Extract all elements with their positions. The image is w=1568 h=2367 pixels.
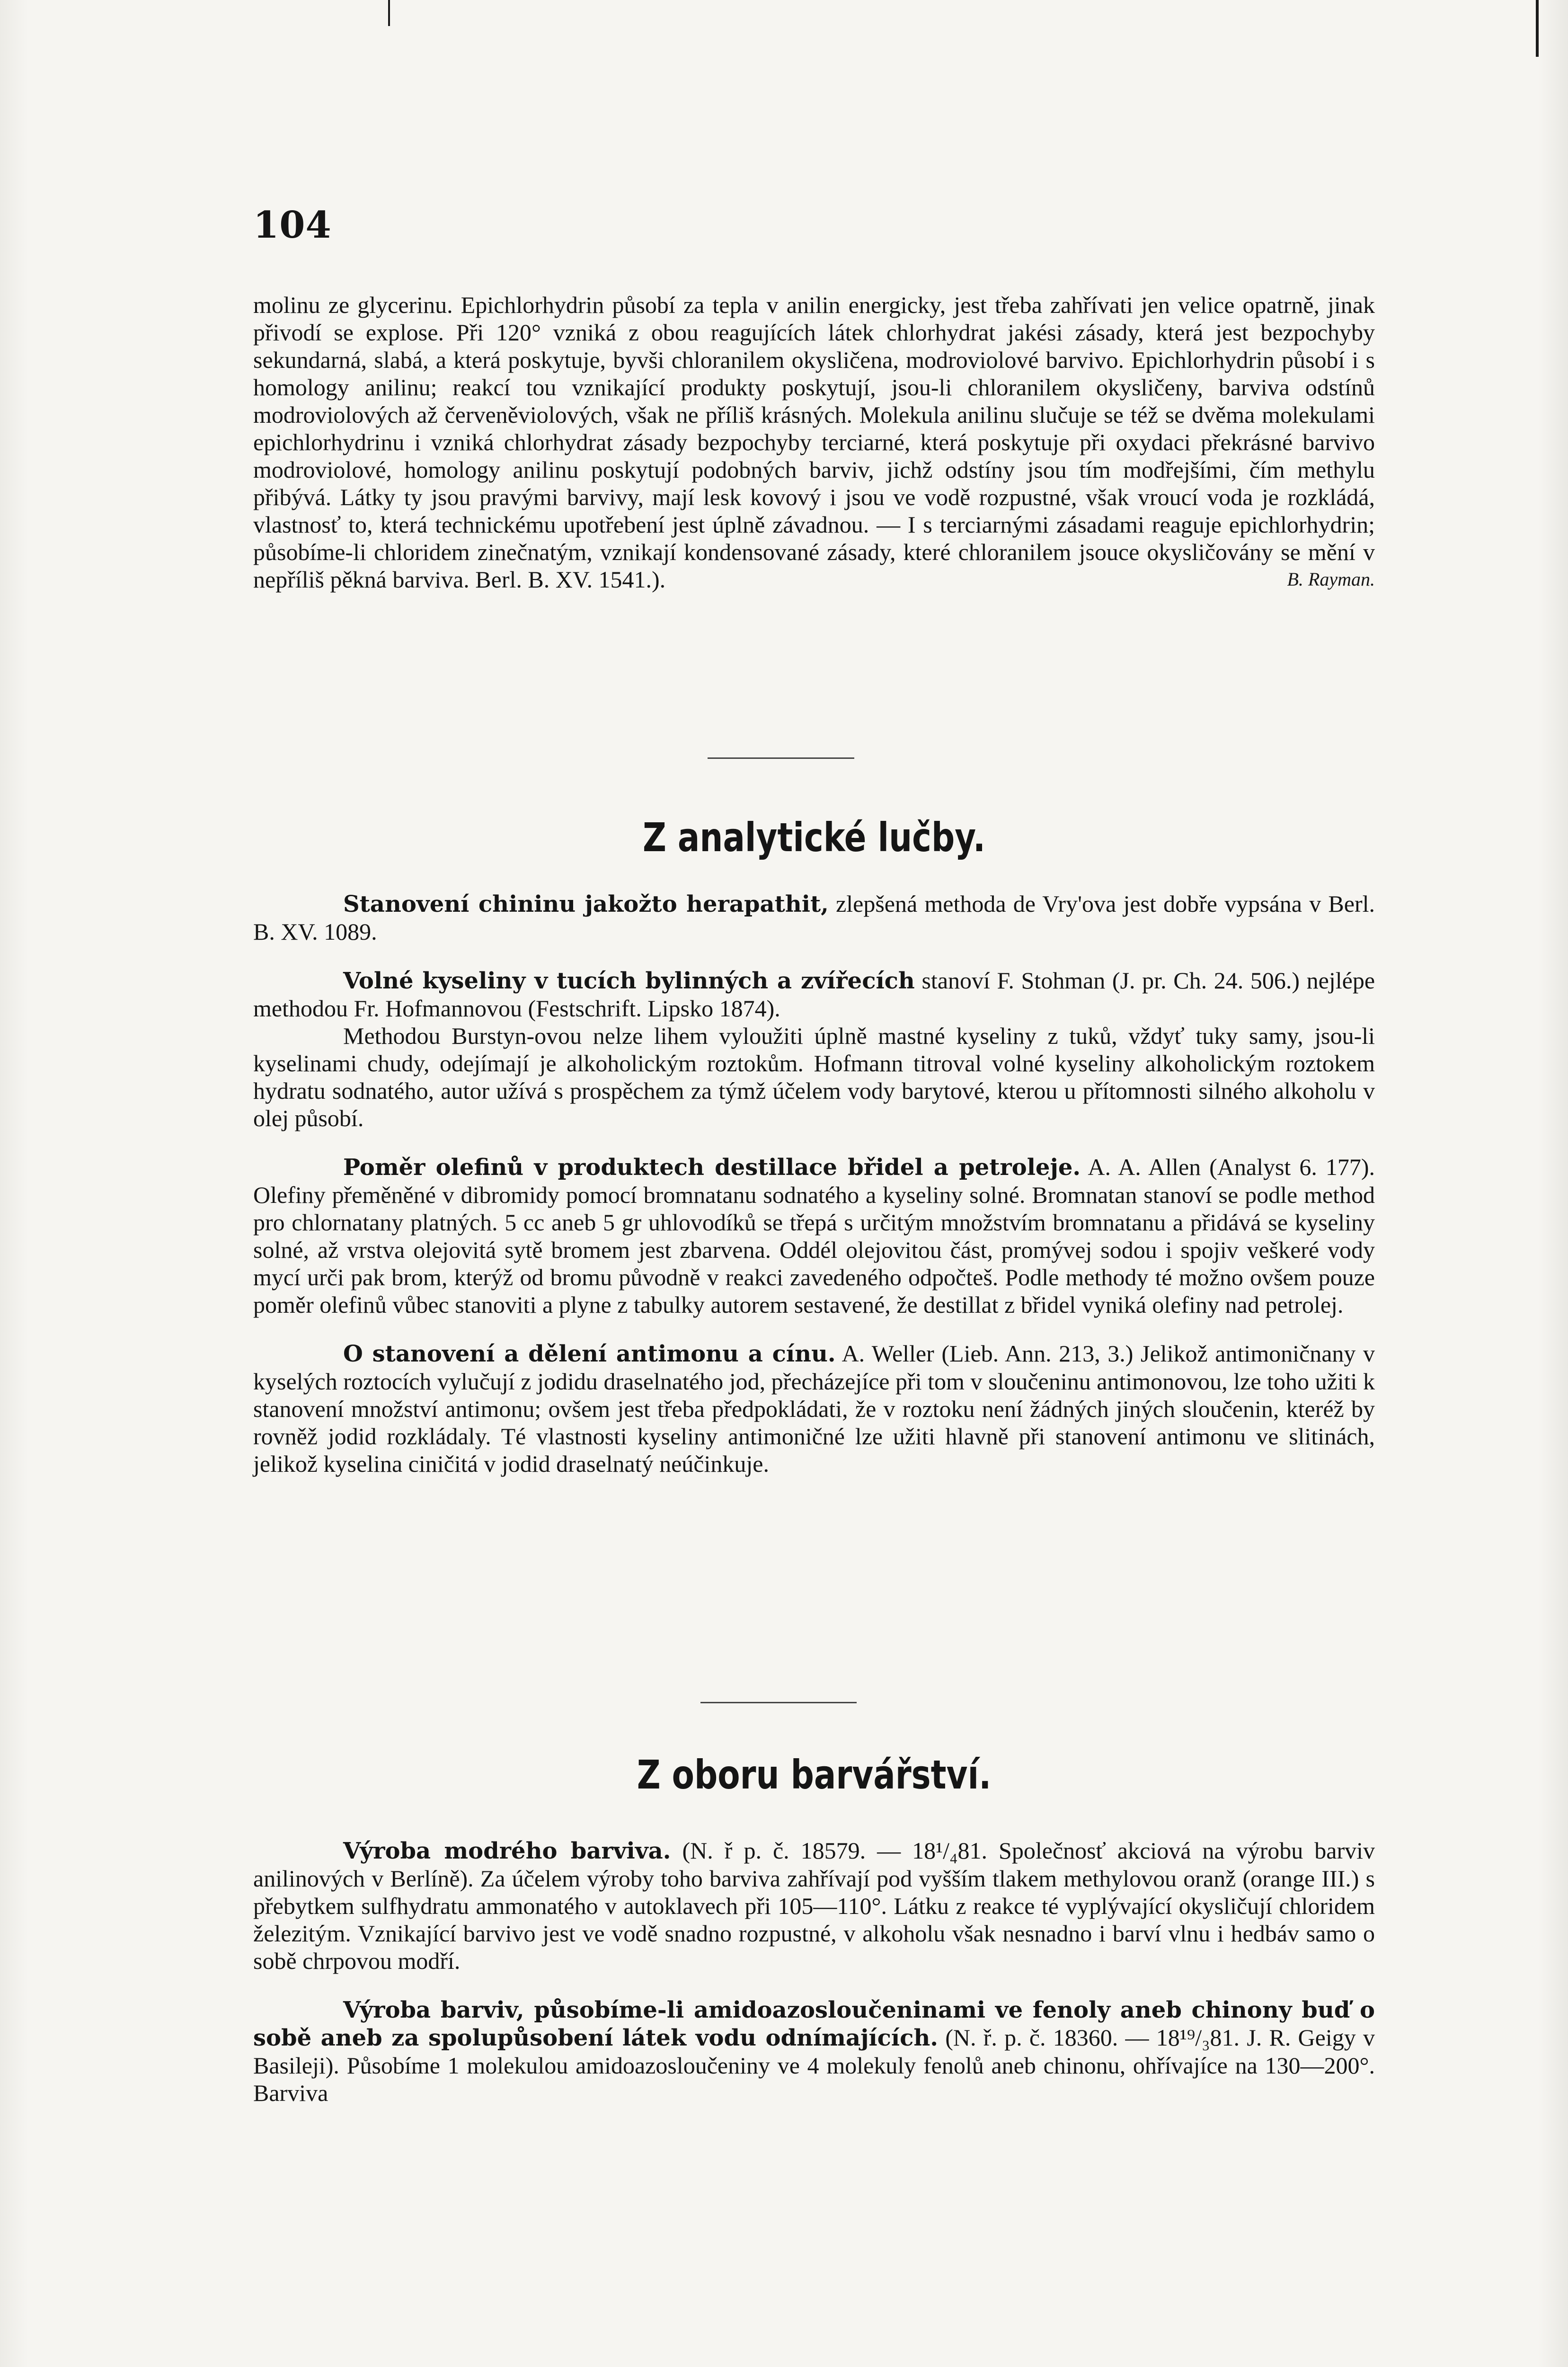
intro-paragraph: [253, 291, 1375, 593]
article-title: O stanovení a dělení antimonu a cínu.: [343, 1341, 836, 1367]
article-body: zlepšená methoda de Vry'ova jest dobře vypsána v Berl. B. XV. 1089.: [253, 890, 1375, 945]
article-body: A. A. Allen (Analyst 6. 177). Olefiny přeměněné v dibromidy pomocí bromnatanu sodnatého a kyseliny solné. Bromnatan stanoví se podle method pro chlornatany platných. 5 cc aneb 5 gr uhlovodíků se třepá s určitým množstvím bromnatanu a přidává se kyseliny solné, až vrstva olejovitá sytě bromem jest zbarvena. Oddél olejovitou část, promývej sodou i spojiv veškeré vody mycí urči pak brom, kterýž od bromu původně v reakci zavedeného odpočteš. Podle methody té možno ovšem pouze poměr olefinů vůbec stanoviti a plyne z tabulky autorem sestavené, že destillat z břidel vyniká olefiny nad petrolej.: [253, 1154, 1375, 1318]
article-free-acids-continued: Methodou Burstyn-ovou nelze lihem vyloužiti úplně mastné kyseliny z tuků, vždyť tuky samy, jsou-li kyselinami chudy, odejímají je alkoholickým roztokům. Hofmann titroval volné kyseliny alkoholickým roztokem hydratu sodnatého, autor užívá s prospěchem za týmž účelem vody barytové, kterou u přítomnosti silného alkoholu v olej působí.: [253, 1023, 1375, 1131]
page-number: 104: [253, 204, 332, 247]
separator-rule: [700, 1702, 857, 1703]
article-body: (N. ř p. č. 18579. — 18¹/₄81. Společnosť akciová na výrobu barviv anilinových v Berlíně). Za účelem výroby toho barviva zahřívají pod vyšším tlakem methylovou oranž (orange III.) s přebytkem sulfhydratu ammonatého v autoklavech při 105—110°. Látku z reakce té vyplývající okysličují chloridem železitým. Vznikající barvivo jest ve vodě snadno rozpustné, v alkoholu však nesnadno i barví vlnu i hedbáv samo o sobě chrpovou modří.: [253, 1837, 1375, 1974]
article-title: Výroba barviv, působíme-li amidoazosloučeninami ve fenoly aneb chinony buď o sobě aneb za spolupůsobení látek vodu odnímajících.: [253, 1997, 1375, 2051]
article-body: A. Weller (Lieb. Ann. 213, 3.) Jelikož antimoničnany v kyselých roztocích vylučují z jodidu draselnatého jod, přecházejíce při tom v sloučeninu antimonovou, lze toho užiti k stanovení množství antimonu; ovšem jest třeba předpokládati, že v roztoku není žádných jiných sloučenin, kteréž by rovněž jodid rozkládaly. Té vlastnosti kyseliny antimoničné lze užiti hlavně při stanovení antimonu ve slitinách, jelikož kyselina ciničitá v jodid draselnatý neúčinkuje.: [253, 1340, 1375, 1477]
dyeing-section: [253, 1837, 1375, 2107]
article-antimony: [253, 1340, 1375, 1477]
article-olefins: [253, 1153, 1375, 1318]
article-amidoazo-dyes: [253, 1996, 1375, 2107]
article-title: Volné kyseliny v tucích bylinných a zvířecích: [343, 968, 915, 994]
section-heading-dyeing: Z oboru barvářství.: [637, 1752, 992, 1798]
author-signature: B. Rayman.: [1287, 569, 1375, 590]
article-title: Stanovení chininu jakožto herapathit,: [343, 891, 829, 917]
article-title: Výroba modrého barviva.: [343, 1838, 671, 1864]
scan-edge-mark: [388, 0, 390, 26]
separator-rule: [708, 757, 854, 759]
scan-edge-mark: [1536, 0, 1539, 57]
article-body: (N. ř. p. č. 18360. — 18¹⁹/₃81. J. R. Geigy v Basileji). Působíme 1 molekulou amidoazosloučeniny ve 4 molekuly fenolů aneb chinonu, ohřívajíce na 130—200°. Barviva: [253, 2024, 1375, 2106]
intro-text: molinu ze glycerinu. Epichlorhydrin působí za tepla v anilin energicky, jest třeba zahřívati jen velice opatrně, jinak přivodí se explose. Při 120° vzniká z obou reagujících látek chlorhydrat jakési zásady, která jest bezpochyby sekundarná, slabá, a která poskytuje, byvši chloranilem okysličena, modroviolové barvivo. Epichlorhydrin působí i s homology anilinu; reakcí tou vznikající produkty poskytují, jsou-li chloranilem okysličeny, barviva odstínů modroviolových až červeněviolových, však ne příliš krásných. Molekula anilinu slučuje se též se dvěma molekulami epichlorhydrinu i vzniká chlorhydrat zásady bezpochyby terciarné, která poskytuje při oxydaci překrásné barvivo modroviolové, homology anilinu poskytují podobných barviv, jichž odstíny jsou tím modřejšími, čím methylu přibývá. Látky ty jsou pravými barvivy, mají lesk kovový i jsou ve vodě rozpustné, však vroucí voda je rozkládá, vlastnosť to, která technickému upotřebení jest úplně závadnou. — I s terciarnými zásadami reaguje epichlorhydrin; působíme-li chloridem zinečnatým, vznikají kondensované zásady, které chloranilem jsouce okysličovány se mění v nepříliš pěkná barviva. Berl. B. XV. 1541.).: [253, 292, 1375, 593]
article-quinine: [253, 890, 1375, 945]
article-blue-dye: [253, 1837, 1375, 1975]
section-heading-analytic: Z analytické lučby.: [643, 814, 985, 861]
article-body: stanoví F. Stohman (J. pr. Ch. 24. 506.) nejlépe methodou Fr. Hofmannovou (Festschrift. Lipsko 1874).: [253, 967, 1375, 1022]
article-free-acids: [253, 967, 1375, 1022]
analytic-section: [253, 890, 1375, 1477]
article-title: Poměr olefinů v produktech destillace břidel a petroleje.: [343, 1154, 1081, 1181]
